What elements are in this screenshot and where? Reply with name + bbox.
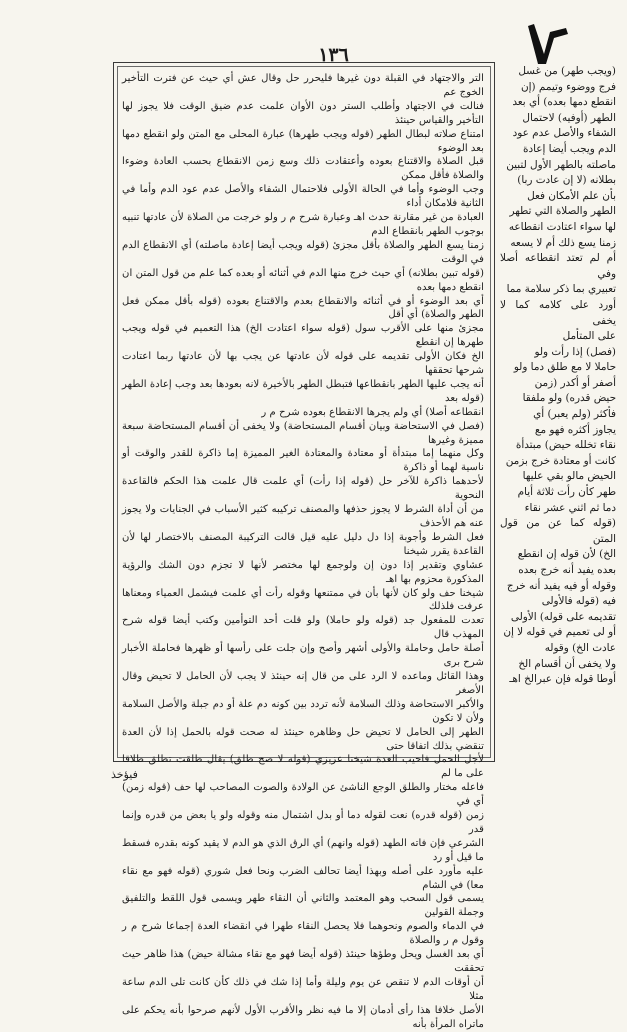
margin-text-line: فأكثر (ولم يعبر) أي (533, 408, 616, 421)
main-text-line: وجب الوضوء وأما في الحالة الأولى فلاحتمال الشفاء والأصل عدم عود الدم وأما في الثانية فلامكان أداء (122, 184, 484, 210)
main-text-line: أن أوقات الدم لا تنقص عن يوم وليلة وأما إذا شك في ذلك كأن كانت تلى الدم ساعة مثلا (122, 976, 484, 1002)
page-number: ١٣٦ (318, 44, 349, 66)
main-text-line: التر والاجتهاد في القبلة دون غيرها فليحرر حل وقال عش أي حيث عن فترت التأخير الخوج عم (122, 73, 484, 98)
margin-text-line: وقوله أو فيه يفيد أنه خرج (506, 579, 616, 592)
margin-text-line: فرج ووضوء وتيمم (إن (521, 80, 616, 93)
margin-text-line: طهر كأن رأت ثلاثة أيام (517, 486, 616, 499)
margin-text-line: (فصل) إذا رأت ولو (534, 345, 616, 358)
main-text-line: في الدماء والصوم ونحوهما فلا يحصل النقاء طهرا في انقضاء العدة إجماعا شرح م ر وقول م ر والصلاة (122, 921, 484, 947)
main-text-line: الشرعي فإن فاته الطهد (قوله وانهم) أي الرق الذي هو الدم لا يقيد كونه بقدره فسقط ما قيل أو رد (122, 837, 484, 863)
main-text-line: زمن (قوله قدره) نعت لقوله دما أو بدل اشتمال منه وقوله ولو يا بعض من قدره وإنما قدر (122, 810, 484, 835)
margin-text-line: الطهر (أوفيه) لاحتمال (522, 111, 616, 124)
main-text-line: يسمى قول السحب وهو المعتمد والثاني أن النقاء طهر ويسمى قول اللقط والتلفيق وجملة القولين (122, 893, 484, 919)
margin-text-line: الدم ويجب أيضا إعادة (523, 142, 616, 155)
main-text-line: الأصل خلافا هذا رأى أدمان إلا ما فيه نظر والأقرب الأول لأنهم صرحوا بأنه يحكم على ماتراه المرأة بأنه (122, 1004, 484, 1030)
margin-text-line: الشفاء والأصل عدم عود (512, 127, 616, 140)
main-text-line: تعدت للمفعول جد (قوله ولو حاملا) ولو قلت أحد التوأمين وكتب أيضا قوله شرح المهذب قال (122, 615, 484, 641)
main-text-line: امتناع صلاته لبطال الطهر (قوله ويجب طهرها) عبارة المحلى مع المتن ولو انقطع دمها بعد الوضوء (122, 128, 484, 154)
main-text-line: أنه يجب عليها الطهر بانقطاعها فتبطل الطهر بالأخيرة لانه بعودها بعد وجب إعادة الطهر (قوله بعد (122, 378, 484, 404)
margin-text-line: نقاء تخلله حيض) مبتدأة (515, 439, 616, 452)
catchword: فيؤخذ (111, 768, 138, 781)
margin-text-line: حاملا لا مع طلق دما ولو (513, 361, 616, 374)
main-text-line: لأحدهما ذاكرة للآخر حل (قوله إذا رأت) أي علمت قال علمت هذا الحكم فالقاعدة النحوية (122, 476, 484, 502)
main-text-line: الخ فكان الأولى تقديمه على قوله لأن عادتها عن يجب بها لأن عادتها ربما اعتادت شرحها تحققها (122, 351, 484, 377)
margin-text-line: أورد على كلامه كما لا يخفى (500, 298, 616, 327)
margin-text-line: بطلانه (لا إن عادت ربا) (517, 174, 616, 187)
margin-text-line: عادت الخ) وقوله (544, 641, 616, 654)
main-text-line: لأجل الحمل فاحيب العدة شيخنا عزيزي (قوله لا صح طلق) يقال طلقت تطلق طلاقا على ما لم (122, 754, 484, 780)
margin-text-line: الخ) لأن قوله إن انقطع (517, 548, 616, 561)
margin-text-line: (قوله كما عن من قول المتن (500, 517, 616, 545)
main-text-line: (فصل في الاستحاضة وبيان أقسام المستحاضة) ولا يخفى أن أقسام المستحاضة سبعة مميزة وغيرها (122, 420, 484, 446)
main-text-line: فاعله مختار والطلق الوجع الناشئ عن الولادة والصوت المصاحب لها حف (قوله زمن) أي في (122, 782, 484, 808)
margin-text-line: أوطا قوله فإن عبرالخ اهـ (509, 673, 616, 686)
main-text-line: عليه مأورد على أصله وبهذا أيضا تحالف الضرب ونحا فعل شوري (قوله فهو مع نقاء معا) في الشام (122, 865, 484, 891)
margin-text-line: زمنا يسع ذلك أم لا يسعه (510, 236, 616, 249)
margin-text-line: لها سواء اعتادت انقطاعه (508, 220, 616, 233)
main-text-line: أصلة حامل وحاملة والأولى أشهر وأصح وإن جلت على رأسها أو ظهرها فحاملة الأخبار شرح برى (122, 643, 484, 669)
main-text-line: وكل منهما إما مبتدأة أو معتادة والمعتادة الغير المميزة إما ذاكرة للقدر والوقت أو ناسية لهما أو ذاكرة (122, 448, 484, 474)
margin-text-line: (ويجب طهر) من غسل (518, 65, 616, 77)
margin-text-line: تعبيري بما ذكر سلامة مما (506, 283, 616, 296)
main-text-line: الطهر إلى الحامل لا تحيض حل وظاهره حينئذ له صحت قوله بالحمل إذا لأن العدة تنقضي بذلك اتفاقا حتى (122, 726, 484, 752)
margin-text-line: أو لى تعميم في قوله لا إن (503, 626, 616, 639)
margin-text-line: الطهر والصلاة التي تطهر (509, 205, 616, 218)
main-text-line: فنالت في الاجتهاد وأطلب الستر دون الأوان علمت عدم ضيق الوقت فلا يجوز لها التأخير والقياس حينئذ (122, 100, 484, 126)
main-text-line: وهذا القائل وماعده لا الرد على من قال إنه حينئذ لا يجب لأن الحامل لا تحيض وقال الأصغر (122, 670, 484, 696)
margin-text-line: على المتأمل (562, 330, 616, 343)
main-text-line: قبل الصلاة والاقتناع بعوده وأعتقادت ذلك وسع زمن الانقطاع بحسب العادة وضوءا والصلاة فأقل ممكن (122, 156, 484, 182)
margin-text-line: أم لم تعتد انقطاعه أصلا وفي (500, 252, 616, 280)
margin-text-line: حيض قدره) ولو ملفقا (522, 392, 616, 405)
main-text-line: من أن أداة الشرط لا يجوز حذفها والمصنف تركيبه كثير الأسباب في الجنايات ولا يجوز عنه هم الأحذف (122, 504, 484, 529)
margin-text-line: دما ثم اثني عشر نقاء (524, 501, 616, 514)
margin-text-line: فيه (قوله فالأولى (541, 595, 616, 608)
margin-text-line: تقديمه على قوله) الأولى (510, 610, 616, 623)
main-text-line: انقطاعه أصلا) أي ولم يجرها الانقطاع بعوده شرح م ر (261, 406, 484, 418)
main-text-line: زمنا يسع الطهر والصلاة بأقل مجزئ (قوله ويجب أيضا إعادة ماصلته) أي الانقطاع الدم في الوقت (122, 239, 484, 265)
main-text-line: عشاوي وتقدير إذا دون إن ولوجمع لها مختصر لأنها لا تجزم دون الشك والرؤية المذكورة محزوم بها اهـ (122, 559, 484, 585)
margin-base-text (500, 64, 616, 686)
main-text-line: والأكبر الاستحاضة وذلك السلامة لأنه تردد بين كونه دم علة أو دم جبلة والأصل السلامة ولأن لا تكون (122, 698, 484, 724)
main-text-line: شيخنا حف ولو كان لأنها بأن في ممتنعها وقوله رأت أي علمت فيشمل العمياء ومعناها عرفت فلذلك (122, 587, 484, 613)
margin-text-line: بعده يفيد أنه خرج بعده (518, 564, 616, 576)
margin-text-line: كانت أو معتادة خرج بزمن (505, 454, 616, 467)
margin-text-line: بأن علم الأمكان فعل (527, 189, 616, 202)
main-text-line: (قوله تبين بطلانه) أي حيث خرج منها الدم في أثنائه أو بعده كما علم من قول المتن ان انقطع دمها بعده (122, 267, 484, 293)
main-text-line: العبادة من غير مقارنة حدث اهـ وعبارة شرح م ر ولو خرجت من الصلاة لأن عادتها تنبيه بوجوب الطهر بانقطاع الدم (122, 212, 484, 237)
margin-text-line: ماصلته بالطهر الأول لتبين (506, 158, 616, 171)
main-text-line: مجزئ منها على الأقرب سول (قوله سواء اعتادت الخ) هذا التعميم في قوله ويجب طهرها إن انقطع (122, 323, 484, 349)
main-text-line: فعل الشرط وأجوبة إذا دل دليل عليه قيل قالت التركيبة المصنف بالاختصار لها لأن القاعدة يقرر شيخنا (122, 531, 484, 557)
main-text-line: أي بعد الغسل ويحل وطؤها حينئذ (قوله أيضا فهو مع نقاء مشالة حيض) هذا ظاهر حيث تحققت (122, 949, 484, 974)
margin-text-line: الحيض مالو بقي عليها (522, 470, 616, 483)
margin-text-line: ولا يخفى أن أقسام الخ (518, 657, 616, 670)
main-text-line: أي بعد الوضوء أو في أثنائه والانقطاع بعدم والاقتناع بعوده (قوله بأقل ممكن فعل الطهر والصلاة) أي أقل (122, 295, 484, 321)
margin-text-line: انقطع دمها بعده) أي بعد (512, 96, 616, 109)
margin-text-line: يجاوز أكثره فهو مع (534, 423, 616, 436)
margin-text-line: أصفر أو أكدر (زمن (534, 376, 616, 389)
